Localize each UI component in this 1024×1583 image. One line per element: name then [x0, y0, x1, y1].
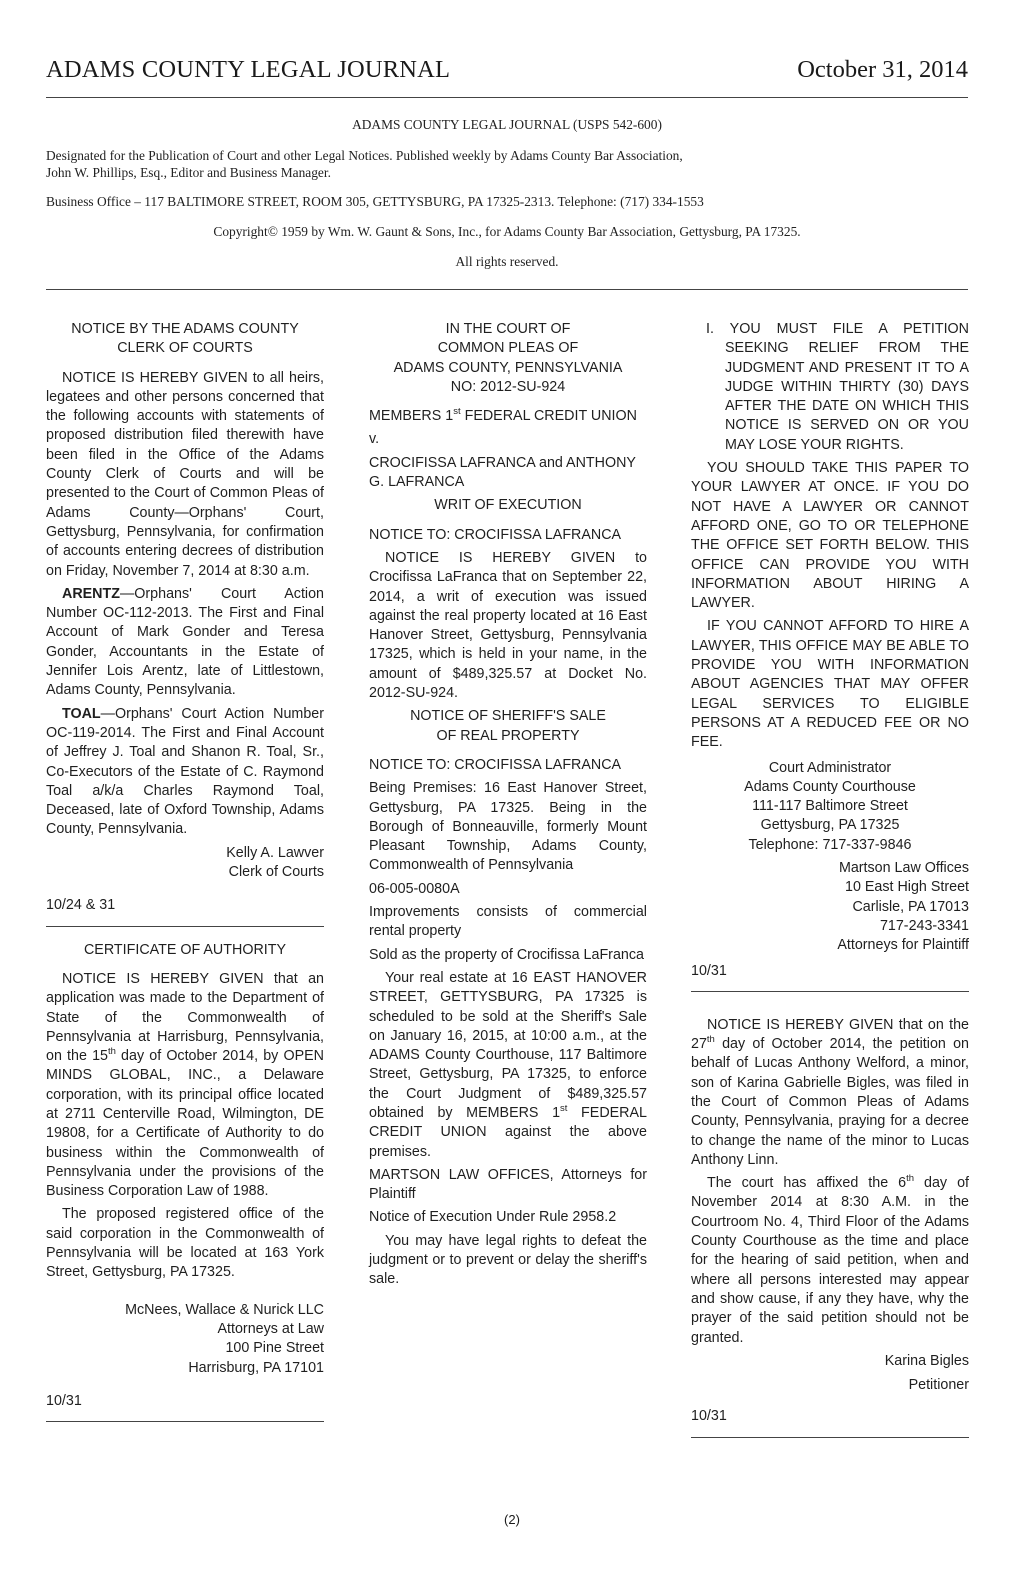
- estate-name: ARENTZ: [62, 585, 120, 602]
- column-left: [46, 320, 324, 1436]
- signature-line: 100 Pine Street: [225, 1340, 324, 1357]
- notice-name-change: [691, 1006, 969, 1438]
- notice-heading: CERTIFICATE OF AUTHORITY: [83, 941, 287, 958]
- masthead: [46, 116, 968, 270]
- sale-heading: NOTICE OF SHERIFF'S SALE: [410, 708, 606, 725]
- masthead-editor: John W. Phillips, Esq., Editor and Business Manager.: [46, 165, 331, 180]
- notice-paragraph: YOU SHOULD TAKE THIS PAPER TO YOUR LAWYER AT ONCE. IF YOU DO NOT HAVE A LAWYER OR CANNOT AFFORD ONE, GO TO OR TELEPHONE THE OFFICE SET FORTH BELOW. THIS OFFICE CAN PROVIDE YOU WITH INFORMATION ABOUT HIRING A LAWYER.: [691, 460, 969, 612]
- notice-paragraph: The court has affixed the 6th day of November 2014 at 8:30 A.M. in the Courtroom No. 4, Third Floor of the Adams County Courthouse as the time and place for the hearing of said petition, when and where all persons interested may appear and show cause, if any they have, why the prayer of the said petition should not be granted.: [691, 1173, 969, 1346]
- court-administrator: Court Administrator: [768, 759, 892, 776]
- masthead-rule: [46, 289, 968, 290]
- notice-writ-of-execution: [369, 320, 647, 1290]
- sale-heading: OF REAL PROPERTY: [436, 727, 580, 744]
- sold-as: Sold as the property of Crocifissa LaFranca: [369, 946, 644, 963]
- header-rule: [46, 97, 968, 98]
- notice-divider: [691, 991, 969, 992]
- address-line: 10 East High Street: [845, 879, 969, 896]
- writ-heading: WRIT OF EXECUTION: [434, 497, 582, 514]
- notice-divider: [691, 1437, 969, 1438]
- court-heading: ADAMS COUNTY, PENNSYLVANIA: [393, 359, 623, 376]
- telephone: 717-243-3341: [879, 917, 969, 934]
- address-line: Adams County Courthouse: [744, 778, 916, 795]
- column-right: [691, 320, 969, 1452]
- publication-dates: 10/24 & 31: [46, 897, 116, 914]
- notice-writ-continued: [691, 320, 969, 992]
- page-number: (2): [504, 1512, 520, 1527]
- court-heading: IN THE COURT OF: [445, 321, 571, 337]
- notice-paragraph: The proposed registered office of the said corporation in the Commonwealth of Pennsylvania will be located at 163 York Street, Gettysburg, PA 17325.: [46, 1206, 324, 1281]
- masthead-business-office: Business Office – 117 BALTIMORE STREET, ROOM 305, GETTYSBURG, PA 17325-2313. Telephone: (717) 334-1553: [46, 194, 704, 209]
- law-office: Martson Law Offices: [838, 860, 969, 877]
- signature-title: Petitioner: [908, 1377, 969, 1394]
- journal-header: [46, 56, 968, 86]
- issue-date: October 31, 2014: [797, 56, 968, 83]
- address-line: Carlisle, PA 17013: [852, 898, 969, 915]
- notice-divider: [46, 926, 324, 927]
- notice-heading: NOTICE BY THE ADAMS COUNTY: [71, 321, 299, 337]
- notice-paragraph: IF YOU CANNOT AFFORD TO HIRE A LAWYER, THIS OFFICE MAY BE ABLE TO PROVIDE YOU WITH INFORMATION ABOUT AGENCIES THAT MAY OFFER LEGAL SERVICES TO ELIGIBLE PERSONS AT A REDUCED FEE OR NO FEE.: [691, 618, 969, 751]
- masthead-rights: All rights reserved.: [455, 254, 559, 269]
- signature-title: Clerk of Courts: [228, 864, 324, 881]
- notice-paragraph: NOTICE IS HEREBY GIVEN that an application was made to the Department of State of the Commonwealth of Pennsylvania at Harrisburg, Pennsylvania, on the 15th day of October 2014, by OPEN MINDS GLOBAL, INC., a Delaware corporation, with its principal office located at 2711 Centerville Road, Wilmington, DE 19808, for a Certificate of Authority to do business within the Commonwealth of Pennsylvania under the provisions of the Business Corporation Law of 1988.: [46, 970, 324, 1200]
- notice-paragraph: NOTICE IS HEREBY GIVEN to all heirs, legatees and other persons concerned that the following accounts with statements of proposed distribution filed therewith have been filed in the Office of the Adams County Clerk of Courts and will be presented to the Court of Common Pleas of Adams County—Orphans' Court, Gettysburg, Pennsylvania, for confirmation of accounts entering decrees of distribution on Friday, November 7, 2014 at 8:30 a.m.: [46, 369, 324, 579]
- defendants: CROCIFISSA LAFRANCA and ANTHONY G. LAFRANCA: [369, 454, 636, 491]
- signature-name: Kelly A. Lawver: [226, 844, 324, 861]
- premises: Being Premises: 16 East Hanover Street, Gettysburg, PA 17325. Being in the Borough of Bonneauville, formerly Mount Pleasant Township, Adams County, Commonwealth of Pennsylvania: [369, 780, 647, 874]
- notice-to: NOTICE TO: CROCIFISSA LAFRANCA: [369, 756, 622, 773]
- notice-paragraph: TOAL—Orphans' Court Action Number OC-119-2014. The First and Final Account of Jeffrey J. Toal and Shanon R. Toal, Sr., Co-Executors of the Estate of C. Raymond Toal a/k/a Charles Raymond Toal, Deceased, late of Oxford Township, Adams County, Pennsylvania.: [46, 705, 324, 838]
- masthead-usps: ADAMS COUNTY LEGAL JOURNAL (USPS 542-600): [352, 117, 662, 132]
- signature-firm: McNees, Wallace & Nurick LLC: [125, 1301, 324, 1318]
- notice-certificate-of-authority: [46, 941, 324, 1423]
- masthead-copyright: Copyright© 1959 by Wm. W. Gaunt & Sons, Inc., for Adams County Bar Association, Gettysburg, PA 17325.: [213, 224, 801, 239]
- publication-dates: 10/31: [691, 962, 727, 979]
- journal-title: ADAMS COUNTY LEGAL JOURNAL: [46, 56, 451, 83]
- signature-line: Harrisburg, PA 17101: [188, 1359, 324, 1376]
- notice-paragraph: Your real estate at 16 EAST HANOVER STREET, GETTYSBURG, PA 17325 is scheduled to be sold at the Sheriff's Sale on January 16, 2015, at 10:00 a.m., at the ADAMS County Courthouse, 117 Baltimore Street, Gettysburg, PA 17325, to enforce the Court Judgment of $489,325.57 obtained by MEMBERS 1st FEDERAL CREDIT UNION against the above premises.: [369, 969, 647, 1160]
- address-line: 111-117 Baltimore Street: [752, 798, 908, 815]
- spacer: [46, 1287, 324, 1301]
- attorneys: MARTSON LAW OFFICES, Attorneys for Plaintiff: [369, 1166, 647, 1203]
- improvements: Improvements consists of commercial rental property: [369, 904, 647, 940]
- signature-line: Attorneys at Law: [217, 1320, 324, 1337]
- notice-heading: CLERK OF COURTS: [117, 340, 253, 357]
- rights-item: I. YOU MUST FILE A PETITION SEEKING RELIEF FROM THE JUDGMENT AND PRESENT IT TO A JUDGE WITHIN THIRTY (30) DAYS AFTER THE DATE ON WHICH THIS NOTICE IS SERVED ON OR YOU MAY LOSE YOUR RIGHTS.: [706, 321, 969, 453]
- notice-paragraph: NOTICE IS HEREBY GIVEN to Crocifissa LaFranca that on September 22, 2014, a writ of execution was issued against the real property located at 16 East Hanover Street, Gettysburg, Pennsylvania 17325, which is held in your name, in the amount of $489,325.57 at Docket No. 2012-SU-924.: [369, 549, 647, 702]
- notice-paragraph: ARENTZ—Orphans' Court Action Number OC-112-2013. The First and Final Account of Mark Gonder and Teresa Gonder, Accountants in the Estate of Jennifer Lois Arentz, late of Littlestown, Adams County, Pennsylvania.: [46, 585, 324, 699]
- telephone: Telephone: 717-337-9846: [748, 836, 912, 853]
- notice-paragraph: You may have legal rights to defeat the judgment or to prevent or delay the sheriff's sale.: [369, 1232, 647, 1288]
- versus: v.: [369, 431, 380, 448]
- plaintiff: MEMBERS 1st FEDERAL CREDIT UNION: [369, 406, 637, 425]
- notice-paragraph: NOTICE IS HEREBY GIVEN that on the 27th day of October 2014, the petition on behalf of Lucas Anthony Welford, a minor, son of Karina Gabrielle Bigles, was filed in the Court of Common Pleas of Adams County, Pennsylvania, praying for a decree to change the name of the minor to Lucas Anthony Linn.: [691, 1016, 969, 1168]
- masthead-designation: Designated for the Publication of Court and other Legal Notices. Published weekly by Adams County Bar Association,: [46, 148, 683, 163]
- notice-to: NOTICE TO: CROCIFISSA LAFRANCA: [369, 526, 622, 543]
- estate-name: TOAL: [62, 705, 101, 722]
- notice-clerk-of-courts: [46, 320, 324, 927]
- docket-number: NO: 2012-SU-924: [450, 378, 566, 395]
- attorneys-for: Attorneys for Plaintiff: [837, 937, 969, 954]
- court-heading: COMMON PLEAS OF: [437, 340, 579, 357]
- rule-heading: Notice of Execution Under Rule 2958.2: [369, 1209, 617, 1226]
- signature-name: Karina Bigles: [884, 1352, 969, 1369]
- publication-dates: 10/31: [691, 1408, 727, 1425]
- notice-divider: [46, 1421, 324, 1422]
- column-middle: [369, 320, 647, 1294]
- parcel-number: 06-005-0080A: [369, 880, 460, 897]
- address-line: Gettysburg, PA 17325: [760, 817, 900, 834]
- publication-dates: 10/31: [46, 1392, 82, 1409]
